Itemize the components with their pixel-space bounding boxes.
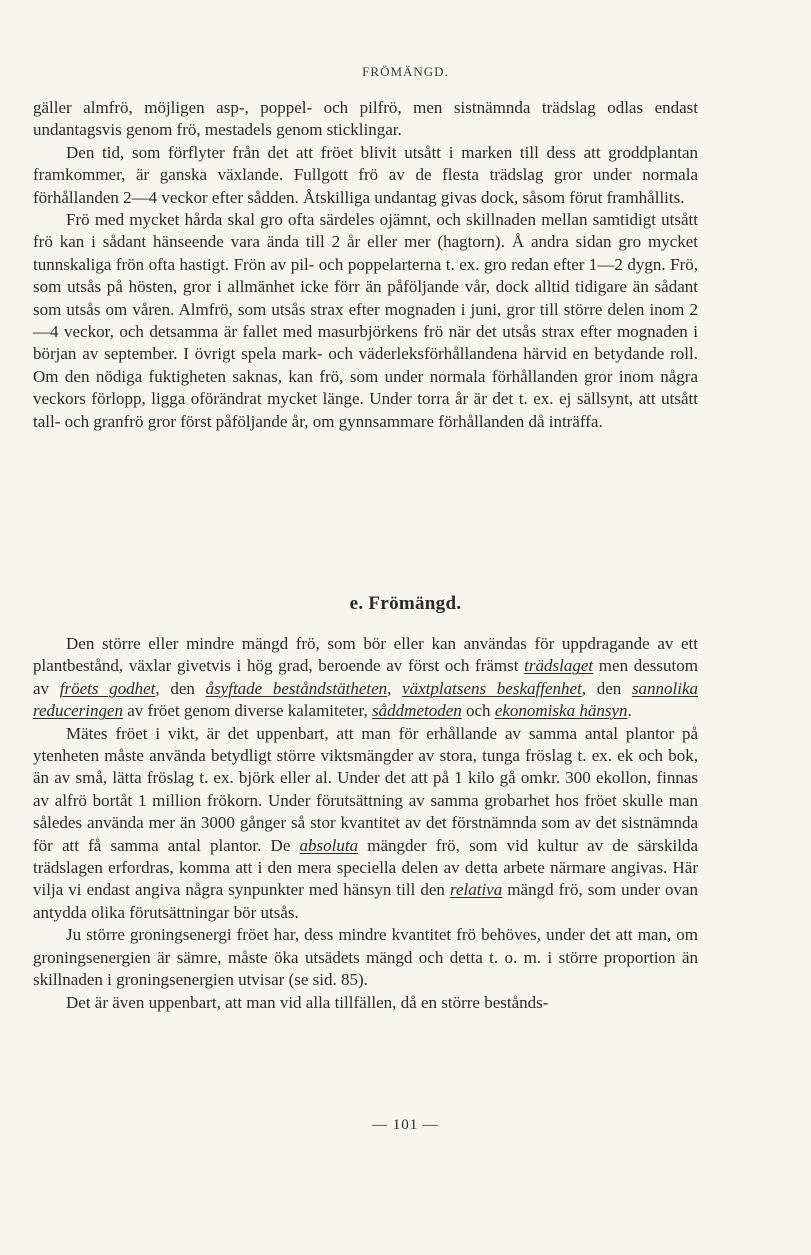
emphasis: trädslaget [524, 656, 594, 676]
text-run: , den [581, 678, 632, 698]
paragraph: Frö med mycket hårda skal gro ofta särdeles ojämnt, och skillnaden mellan samtidigt utsått frö kan i sådant hänseende vara ända till 2 år eller mer (hagtorn). Å andra sidan gro mycket tunnskaliga frön ofta hastigt. Frön av pil- och poppelarterna t. ex. gro redan efter 1—2 dygn. Frö, som utsås på hösten, gror i allmänhet icke förr än påföljande vår, dock alltid tidigare än sådant som utsås om våren. Almfrö, som utsås strax efter mognaden i juni, gror till större delen inom 2—4 veckor, och detsamma är fallet med masurbjörkens frö när det utsås strax efter mognaden i början av september. I övrigt spela mark- och väderleksförhållandena härvid en betydande roll. Om den nödiga fuktigheten saknas, kan frö, som under normala förhållanden gror inom några veckors förlopp, ligga oförändrat mycket länge. Under torra år är det t. ex. ej sällsynt, att utsått tall- och granfrö gror först påföljande år, om gynnsammare förhållanden då inträffa. [33, 210, 698, 431]
running-head: FRÖMÄNGD. [362, 64, 449, 79]
text-run: mängder frö, som vid kultur av de särskilda trädslagen erfordras, komma att i den mera speciella delen av detta arbete närmare angivas. Här vilja vi endast angiva några synpunkter med hänsyn till den [33, 835, 698, 900]
paragraph [33, 723, 698, 925]
paragraph: Det är även uppenbart, att man vid alla tillfällen, då en större bestånds- [66, 992, 549, 1012]
emphasis: fröets godhet [59, 678, 156, 698]
paragraph [33, 633, 698, 723]
text-run: men dessutom av [33, 656, 698, 698]
emphasis: åsyftade beståndstätheten [205, 678, 388, 698]
text-run: av fröet genom diverse kalamiteter, [123, 701, 373, 721]
body-text-section [33, 633, 698, 1014]
text-run: och [461, 701, 495, 721]
text-run: Mätes fröet i vikt, är det uppenbart, att man för erhållande av samma antal plantor på ytenheten måste använda betydligt större viktsmängder av stora, tunga fröslag t. ex. ek och bok, än av små, lätta fröslag t. ex. björk eller al. Under det att på 1 kilo gå omkr. 300 ekollon, finnas av alfrö bortåt 1 million frökorn. Under förutsättning av samma grobarhet hos fröet skulle man således använda mer än 3000 gånger så stor kvantitet av det förstnämnda som av det sistnämnda för att få samma antal plantor. De [33, 723, 698, 855]
emphasis: växtplatsens beskaffenhet [402, 678, 582, 698]
text-run: mängd frö, som under ovan antydda olika förutsättningar bör utsås. [33, 880, 698, 922]
paragraph: Ju större groningsenergi fröet har, dess mindre kvantitet frö behöves, under det att man, om groningsenergien är sämre, måste öka utsädets mängd och detta t. o. m. i större proportion än skillnaden i groningsenergien utvisar (se sid. 85). [33, 925, 698, 990]
emphasis: absoluta [299, 835, 359, 855]
section-heading: e. Frömängd. [349, 593, 462, 614]
text-run: . [627, 701, 632, 721]
page-number: — 101 — [372, 1117, 439, 1133]
body-text-top [33, 97, 698, 433]
text-run: , [387, 678, 403, 698]
paragraph: gäller almfrö, möjligen asp-, poppel- och pilfrö, men sistnämnda trädslag odlas endast undantagsvis genom frö, mestadels genom sticklingar. [33, 98, 698, 140]
emphasis: sannolika reduceringen [33, 678, 699, 721]
emphasis: såddmetoden [372, 701, 462, 721]
text-run: , den [155, 678, 206, 698]
emphasis: relativa [449, 880, 503, 900]
text-run: Den större eller mindre mängd frö, som bör eller kan användas för uppdragande av ett plantbestånd, växlar givetvis i hög grad, beroende av först och främst [33, 634, 698, 676]
paragraph: Den tid, som förflyter från det att fröet blivit utsått i marken till dess att groddplantan framkommer, är ganska växlande. Fullgott frö av de flesta trädslag gror under normala förhållanden 2—4 veckor efter sådden. Åtskilliga undantag givas dock, såsom förut framhållits. [33, 142, 698, 207]
emphasis: ekonomiska hänsyn [494, 701, 628, 721]
